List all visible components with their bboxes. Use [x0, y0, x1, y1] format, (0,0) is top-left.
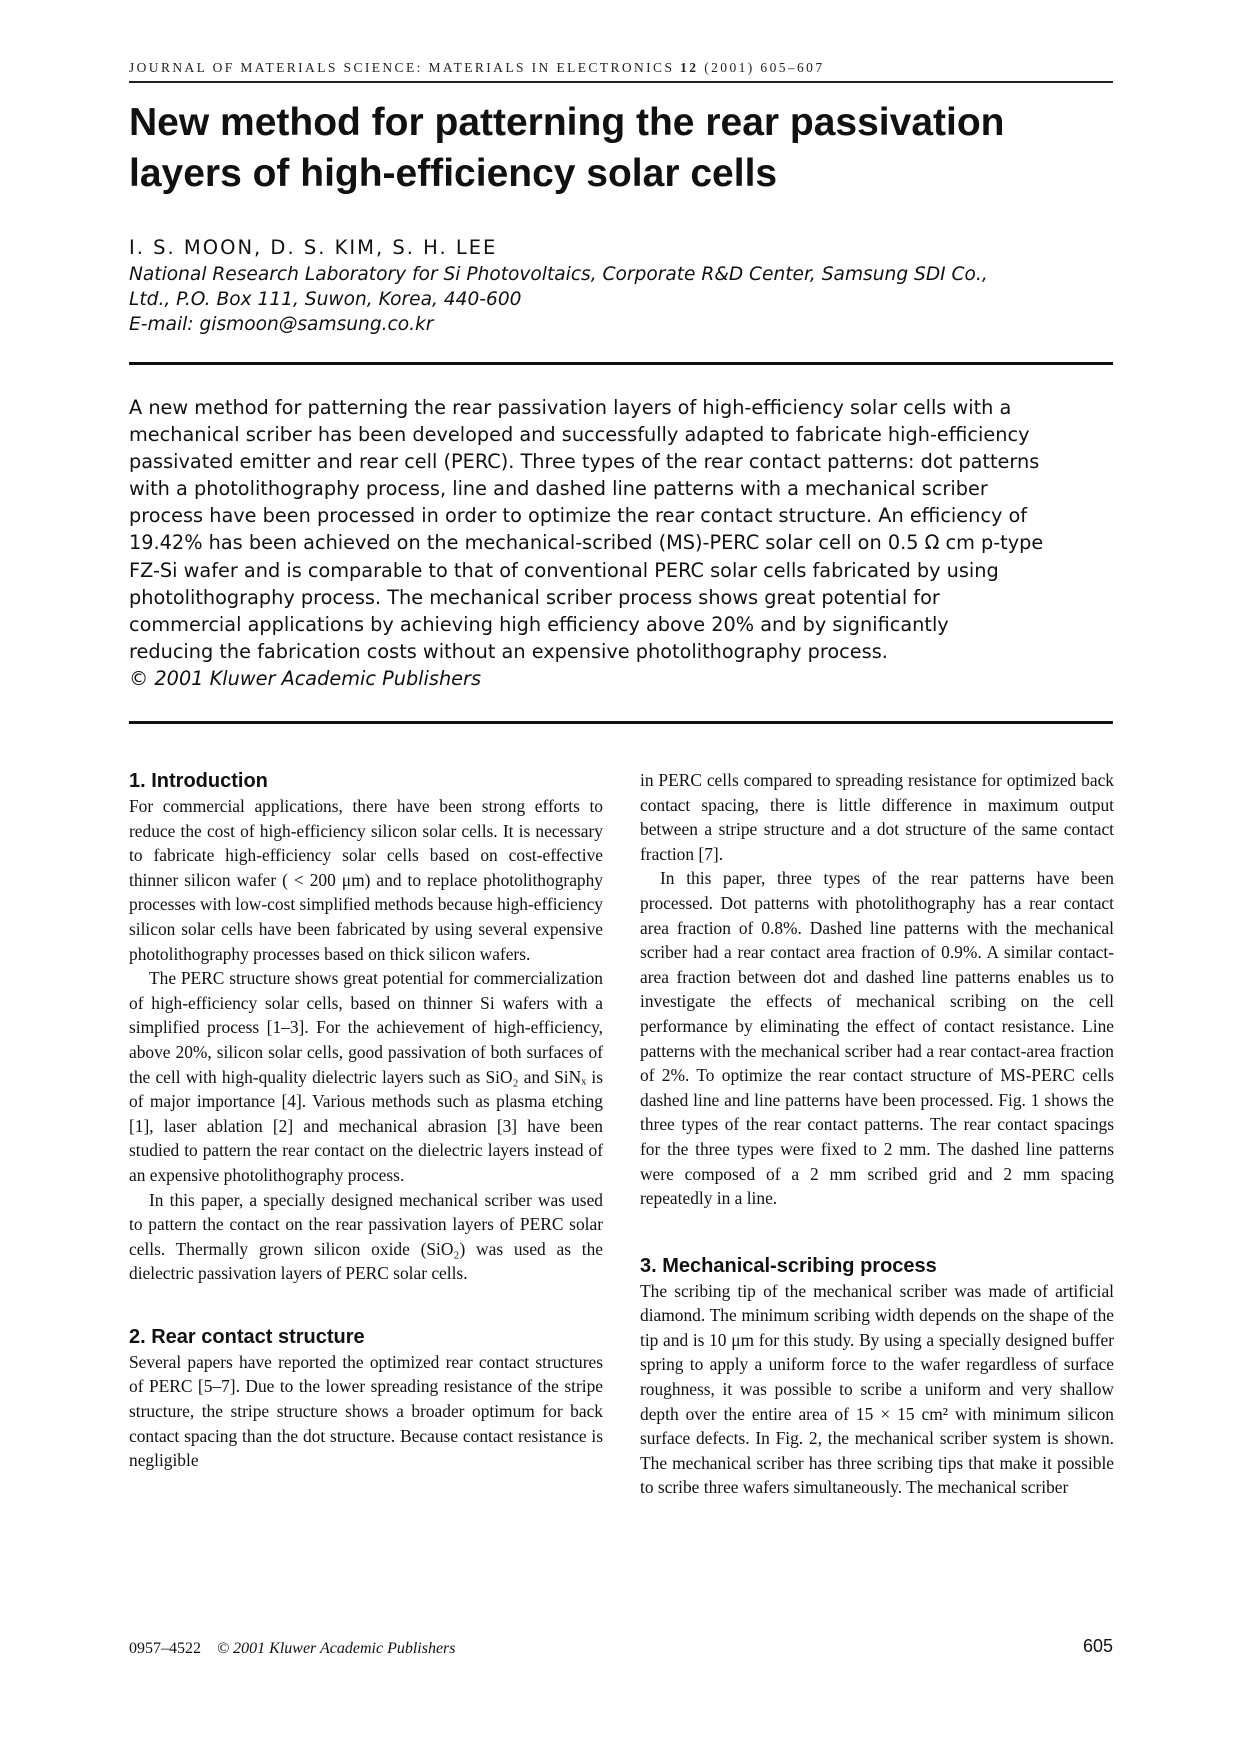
paragraph: For commercial applications, there have been strong efforts to reduce the cost of high-efficiency silicon solar cells. It is necessary to fabricate high-efficiency solar cells based on cost-effective thinner silicon wafer ( < 200 μm) and to replace photolithography processes with low-cost simplified methods because high-efficiency silicon solar cells have been fabricated by using several expensive photolithography processes based on thick silicon wafers. [129, 796, 603, 964]
journal-header [129, 60, 1113, 76]
abstract-line: mechanical scriber has been developed and successfully adapted to fabricate high-efficiency [129, 423, 1030, 447]
right-column [640, 768, 1114, 1500]
paper-title [129, 97, 1113, 199]
abstract [129, 394, 1119, 692]
authors: I. S. MOON, D. S. KIM, S. H. LEE [129, 236, 498, 259]
paragraph: In this paper, a specially designed mechanical scriber was used to pattern the contact on the rear passivation layers of PERC solar cells. Thermally grown silicon oxide (SiO₂) was used as the dielectric passivation layers of PERC solar cells. [129, 1189, 603, 1284]
paragraph: Several papers have reported the optimized rear contact structures of PERC [5–7]. Due to the lower spreading resistance of the stripe structure, the stripe structure shows a broader optimum for back contact spacing than the dot structure. Because contact resistance is negligible [129, 1351, 603, 1471]
journal-year-pages: (2001) 605–607 [704, 60, 825, 75]
section-heading-rear-contact: 2. Rear contact structure [129, 1325, 365, 1348]
footer-issn: 0957–4522 [129, 1640, 201, 1657]
title-line-1: New method for patterning the rear passivation [129, 101, 1005, 144]
abstract-line: A new method for patterning the rear passivation layers of high-efficiency solar cells with a [129, 396, 1012, 419]
abstract-line: 19.42% has been achieved on the mechanical-scribed (MS)-PERC solar cell on 0.5 Ω cm p-type [129, 531, 1044, 555]
journal-volume: 12 [680, 60, 699, 75]
paragraph: in PERC cells compared to spreading resistance for optimized back contact spacing, there is little difference in maximum output between a stripe structure and a dot structure of the same contact fraction [7]. [640, 770, 1114, 864]
abstract-line: reducing the fabrication costs without an expensive photolithography process. [129, 639, 888, 663]
paragraph: In this paper, three types of the rear patterns have been processed. Dot patterns with photolithography has a rear contact area fraction of 0.8%. Dashed line patterns with the mechanical scriber had a rear contact area fraction of 0.9%. A similar contact-area fraction between dot and dashed line patterns enables us to investigate the effects of mechanical scribing on the cell performance by eliminating the effect of contact resistance. Line patterns with the mechanical scriber had a rear contact-area fraction of 2%. To optimize the rear contact structure of MS-PERC cells dashed line and line patterns have been processed. Fig. 1 shows the three types of the rear contact patterns. The rear contact spacings for the three types were fixed to 2 mm. The dashed line patterns were composed of a 2 mm scribed grid and 2 mm spacing repeatedly in a line. [640, 868, 1114, 1209]
journal-name: JOURNAL OF MATERIALS SCIENCE: MATERIALS IN ELECTRONICS [129, 60, 675, 75]
abstract-copyright: © 2001 Kluwer Academic Publishers [129, 666, 481, 690]
affiliation-line-1: National Research Laboratory for Si Photovoltaics, Corporate R&D Center, Samsung SDI Co., [129, 264, 988, 285]
affiliation-line-2: Ltd., P.O. Box 111, Suwon, Korea, 440-600 [129, 289, 522, 310]
abstract-line: commercial applications by achieving high efficiency above 20% and by significantly [129, 612, 949, 636]
paragraph: The PERC structure shows great potential for commercialization of high-efficiency solar cells, based on thinner Si wafers with a simplified process [1–3]. For the achievement of high-efficiency, above 20%, silicon solar cells, good passivation of both surfaces of the cell with high-quality dielectric layers such as SiO₂ and SiNₓ is of major importance [4]. Various methods such as plasma etching [1], laser ablation [2] and mechanical abrasion [3] have been studied to pattern the rear contact on the dielectric layers instead of an expensive photolithography process. [129, 968, 603, 1185]
footer-issn-copyright [129, 1640, 456, 1658]
abstract-line: with a photolithography process, line and dashed line patterns with a mechanical scriber [129, 477, 988, 501]
header-rule [129, 81, 1113, 83]
abstract-line: FZ-Si wafer and is comparable to that of conventional PERC solar cells fabricated by using [129, 558, 999, 582]
title-line-2: layers of high-efficiency solar cells [129, 152, 778, 195]
affiliation-email: E-mail: gismoon@samsung.co.kr [129, 314, 434, 335]
abstract-line: process have been processed in order to optimize the rear contact structure. An efficiency of [129, 504, 1028, 528]
section-heading-mechanical-scribing: 3. Mechanical-scribing process [640, 1254, 937, 1277]
abstract-top-rule [129, 362, 1113, 365]
page-number: 605 [1082, 1636, 1113, 1656]
abstract-line: photolithography process. The mechanical scriber process shows great potential for [129, 585, 940, 609]
abstract-line: passivated emitter and rear cell (PERC). Three types of the rear contact patterns: dot patterns [129, 450, 1040, 474]
paragraph: The scribing tip of the mechanical scriber was made of artificial diamond. The minimum scribing width depends on the shape of the tip and is 10 μm for this study. By using a specially designed buffer spring to apply a uniform force to the wafer regardless of surface roughness, it was possible to scribe a uniform and very shallow depth over the entire area of 15 × 15 cm² with minimum silicon surface defects. In Fig. 2, the mechanical scriber system is shown. The mechanical scriber has three scribing tips that make it possible to scribe three wafers simultaneously. The mechanical scriber [640, 1280, 1114, 1498]
left-column [129, 768, 603, 1473]
footer-copyright: © 2001 Kluwer Academic Publishers [217, 1640, 456, 1657]
affiliation [129, 262, 1119, 337]
abstract-bottom-rule [129, 721, 1113, 724]
section-heading-introduction: 1. Introduction [129, 770, 268, 792]
